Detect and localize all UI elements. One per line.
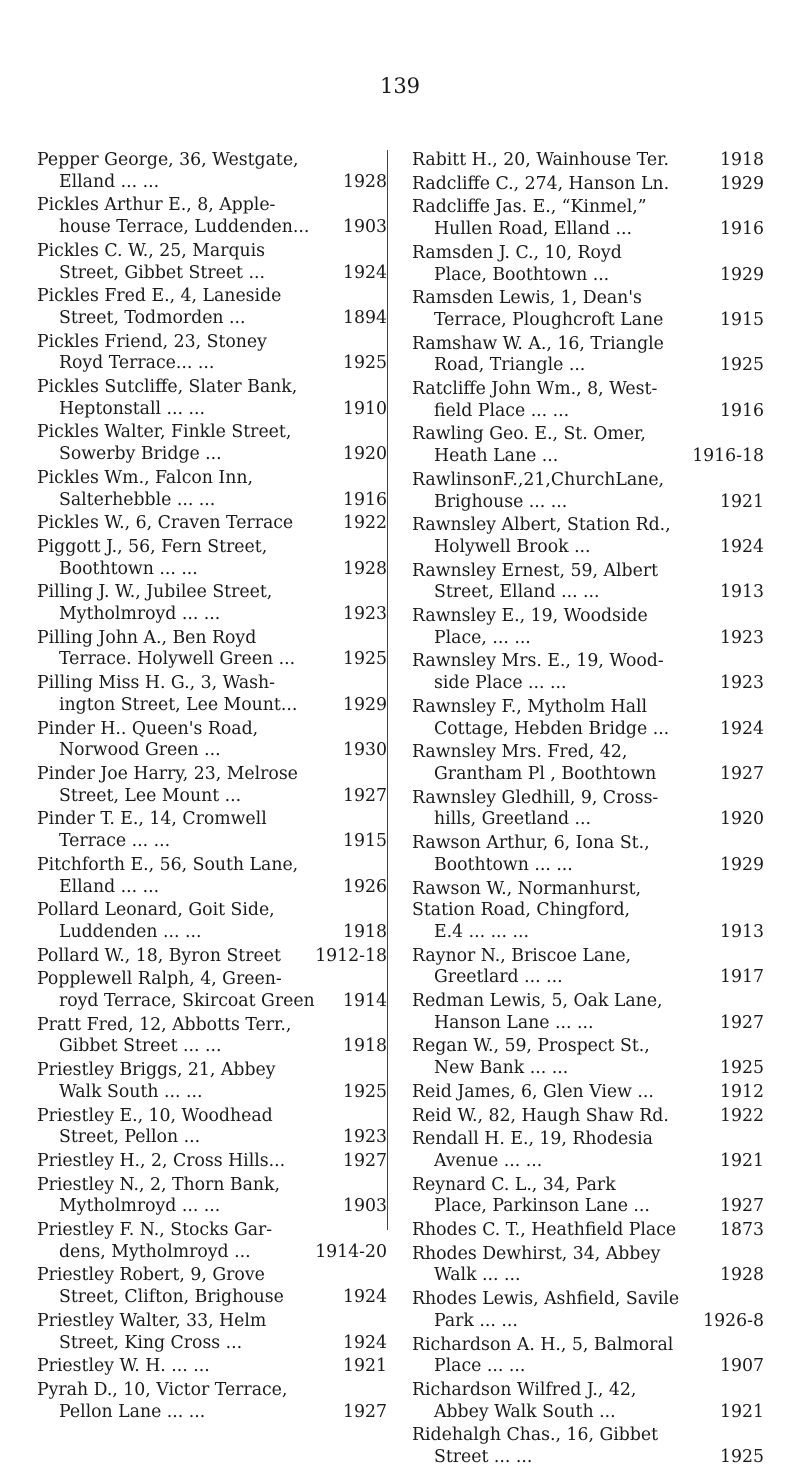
entry-year: 1925	[720, 355, 764, 376]
entry-line: Gibbet Street ... ...	[59, 1036, 222, 1057]
entry-year: 1927	[720, 1012, 764, 1033]
directory-entry	[37, 1311, 387, 1354]
entry-line: Rawson Arthur, 6, Iona St.,	[412, 833, 650, 854]
entry-line: Pickles Fred E., 4, Laneside	[37, 286, 282, 307]
entry-year: 1921	[720, 491, 764, 512]
entry-line: Terrace ... ...	[59, 831, 171, 852]
entry-line: Redman Lewis, 5, Oak Lane,	[412, 991, 663, 1012]
entry-line: Pilling Miss H. G., 3, Wash-	[37, 673, 275, 694]
entry-year: 1924	[343, 1332, 387, 1353]
entry-line: New Bank ... ...	[434, 1058, 569, 1079]
entry-line: Street, Clifton, Brighouse	[59, 1287, 284, 1308]
directory-entry	[37, 673, 387, 716]
directory-entry	[412, 742, 764, 785]
entry-line: Richardson Wilfred J., 42,	[412, 1379, 637, 1400]
entry-line: side Place ... ...	[434, 673, 567, 694]
entry-year: 1925	[720, 1447, 764, 1468]
entry-year: 1928	[343, 558, 387, 579]
directory-entry	[412, 424, 764, 467]
directory-entry	[412, 1175, 764, 1218]
entry-line: Royd Terrace... ...	[59, 353, 215, 374]
directory-entry	[412, 288, 764, 331]
entry-year: 1894	[343, 307, 387, 328]
entry-year: 1921	[343, 1356, 387, 1377]
directory-entry	[37, 1175, 387, 1218]
entry-line: Sowerby Bridge ...	[59, 444, 222, 465]
entry-line: Ratcliffe John Wm., 8, West-	[412, 379, 658, 400]
directory-entry	[412, 1220, 764, 1242]
entry-year: 1903	[343, 217, 387, 238]
entry-line: Piggott J., 56, Fern Street,	[37, 536, 268, 557]
entry-line: Place, Parkinson Lane ...	[434, 1196, 650, 1217]
entry-line: Park ... ...	[434, 1310, 518, 1331]
entry-year: 1923	[720, 627, 764, 648]
entry-year: 1922	[343, 513, 387, 534]
entry-line: Pilling John A., Ben Royd	[37, 627, 257, 648]
entry-year: 1928	[720, 1265, 764, 1286]
column-divider	[387, 150, 388, 1230]
entry-line: Luddenden ... ...	[59, 921, 202, 942]
entry-year: 1924	[343, 262, 387, 283]
directory-entry	[37, 241, 387, 284]
directory-entry	[412, 606, 764, 649]
directory-entry	[412, 561, 764, 604]
entry-line: Avenue ... ...	[434, 1150, 543, 1171]
entry-line: Holywell Brook ...	[434, 536, 591, 557]
entry-year: 1920	[343, 444, 387, 465]
entry-line: Place, Boothtown ...	[434, 264, 610, 285]
entry-year: 1929	[720, 264, 764, 285]
entry-line: Pinder Joe Harry, 23, Melrose	[37, 763, 298, 784]
directory-entry	[37, 582, 387, 625]
entry-line: Mytholmroyd ... ...	[59, 1196, 221, 1217]
entry-line: Pellon Lane ... ...	[59, 1401, 206, 1422]
entry-line: house Terrace, Luddenden...	[59, 217, 310, 238]
directory-entry	[37, 1220, 387, 1263]
directory-entry	[412, 788, 764, 831]
entry-year: 1912-18	[315, 945, 387, 966]
entry-year: 1926-8	[703, 1310, 764, 1331]
entry-line: Street, King Cross ...	[59, 1332, 243, 1353]
directory-entry	[37, 377, 387, 420]
directory-entry	[37, 286, 387, 329]
entry-year: 1915	[343, 831, 387, 852]
entry-line: Pratt Fred, 12, Abbotts Terr.,	[37, 1014, 292, 1035]
entry-line: Rawnsley Mrs. Fred, 42,	[412, 742, 628, 763]
entry-line: Rawnsley E., 19, Woodside	[412, 606, 648, 627]
page-number: 139	[379, 74, 421, 98]
directory-entry	[37, 150, 387, 193]
entry-line: Pickles Walter, Finkle Street,	[37, 422, 292, 443]
entry-year: 1929	[343, 694, 387, 715]
entry-line: Rabitt H., 20, Wainhouse Ter.	[412, 150, 669, 170]
directory-entry	[412, 1082, 764, 1104]
entry-line: Reynard C. L., 34, Park	[412, 1174, 616, 1195]
entry-line: Terrace. Holywell Green ...	[59, 649, 296, 670]
directory-entry	[37, 1106, 387, 1149]
entry-line: Rawnsley F., Mytholm Hall	[412, 696, 648, 717]
entry-line: Radcliffe Jas. E., “Kinmel,”	[412, 197, 647, 218]
directory-entry	[37, 422, 387, 465]
entry-line: Radcliffe C., 274, Hanson Ln.	[412, 173, 670, 194]
entry-line: Ridehalgh Chas., 16, Gibbet	[412, 1425, 659, 1446]
entry-line: hills, Greetland ...	[434, 809, 592, 830]
directory-entry	[37, 809, 387, 852]
directory-entry	[37, 969, 387, 1012]
directory-entry	[412, 1129, 764, 1172]
entry-year: 1903	[343, 1196, 387, 1217]
entry-line: Norwood Green ...	[59, 740, 221, 761]
entry-year: 1925	[343, 649, 387, 670]
entry-line: Rhodes C. T., Heathfield Place	[412, 1220, 677, 1241]
entry-line: Rawnsley Albert, Station Rd.,	[412, 515, 671, 536]
directory-entry	[412, 1036, 764, 1079]
entry-line: Boothtown ... ...	[59, 558, 198, 579]
directory-entry	[37, 764, 387, 807]
directory-entry	[37, 855, 387, 898]
directory-entry	[412, 991, 764, 1034]
entry-line: Brighouse ... ...	[434, 491, 568, 512]
entry-line: Rawnsley Ernest, 59, Albert	[412, 560, 659, 581]
entry-line: Hullen Road, Elland ...	[434, 219, 633, 240]
entry-line: Street, Pellon ...	[59, 1127, 201, 1148]
entry-line: Pilling J. W., Jubilee Street,	[37, 582, 273, 603]
entry-year: 1910	[343, 398, 387, 419]
entry-year: 1907	[720, 1356, 764, 1377]
entry-line: Terrace, Ploughcroft Lane	[434, 309, 664, 330]
directory-entry	[412, 197, 764, 240]
entry-line: royd Terrace, Skircoat Green	[59, 991, 315, 1012]
entry-line: Rhodes Dewhirst, 34, Abbey	[412, 1243, 661, 1264]
entry-line: Priestley E., 10, Woodhead	[37, 1105, 273, 1126]
entry-year: 1873	[720, 1220, 764, 1241]
entry-year: 1913	[720, 921, 764, 942]
entry-line: Hanson Lane ... ...	[434, 1012, 594, 1033]
entry-year: 1921	[720, 1401, 764, 1422]
directory-entry	[412, 1380, 764, 1423]
entry-line: Pitchforth E., 56, South Lane,	[37, 854, 299, 875]
entry-year: 1930	[343, 740, 387, 761]
entry-line: Greetlard ... ...	[434, 967, 563, 988]
directory-entry	[412, 1335, 764, 1378]
directory-entry	[37, 1265, 387, 1308]
entry-line: Road, Triangle ...	[434, 355, 586, 376]
entry-year: 1914-20	[315, 1241, 387, 1262]
entry-year: 1916	[720, 400, 764, 421]
entry-line: Popplewell Ralph, 4, Green-	[37, 969, 282, 990]
entry-line: Grantham Pl , Boothtown	[434, 763, 657, 784]
entry-line: Pickles Sutcliffe, Slater Bank,	[37, 377, 298, 398]
entry-year: 1927	[720, 1196, 764, 1217]
entry-line: Pickles C. W., 25, Marquis	[37, 240, 266, 261]
entry-year: 1918	[343, 1036, 387, 1057]
directory-entry	[412, 879, 764, 944]
directory-entry	[37, 1015, 387, 1058]
entry-line: Priestley N., 2, Thorn Bank,	[37, 1174, 280, 1195]
entry-line: Pickles Wm., Falcon Inn,	[37, 467, 253, 488]
entry-line: Street, Todmorden ...	[59, 307, 246, 328]
directory-entry	[412, 833, 764, 876]
directory-entry	[37, 537, 387, 580]
entry-line: Street, Gibbet Street ...	[59, 262, 265, 283]
entry-line: Elland ... ...	[59, 876, 160, 897]
entry-line: Rawnsley Mrs. E., 19, Wood-	[412, 651, 664, 672]
entry-year: 1929	[720, 854, 764, 875]
entry-line: Priestley Briggs, 21, Abbey	[37, 1060, 276, 1081]
entry-year: 1924	[343, 1287, 387, 1308]
entry-line: Elland ... ...	[59, 171, 160, 192]
entry-year: 1924	[720, 536, 764, 557]
entry-year: 1916	[720, 219, 764, 240]
directory-entry	[412, 379, 764, 422]
entry-line: Reid James, 6, Glen View ...	[412, 1081, 654, 1102]
entry-year: 1918	[720, 150, 764, 170]
entry-year: 1925	[343, 1081, 387, 1102]
entry-line: dens, Mytholmroyd ...	[59, 1241, 251, 1262]
entry-year: 1923	[343, 1127, 387, 1148]
entry-year: 1927	[343, 1150, 387, 1171]
directory-entry	[412, 470, 764, 513]
entry-line: Priestley F. N., Stocks Gar-	[37, 1220, 273, 1241]
directory-entry	[412, 1244, 764, 1287]
entry-line: Place ... ...	[434, 1356, 526, 1377]
entry-line: Street ... ...	[434, 1447, 533, 1468]
directory-entry	[412, 946, 764, 989]
directory-entry	[37, 1060, 387, 1103]
directory-entry	[412, 1289, 764, 1332]
directory-entry	[412, 515, 764, 558]
entry-year: 1918	[343, 921, 387, 942]
entry-year: 1912	[720, 1081, 764, 1102]
directory-entry	[412, 651, 764, 694]
entry-line: Regan W., 59, Prospect St.,	[412, 1036, 650, 1057]
entry-year: 1923	[343, 604, 387, 625]
entry-year: 1916-18	[692, 446, 764, 467]
entry-line: Pickles W., 6, Craven Terrace	[37, 513, 294, 534]
entry-year: 1923	[720, 673, 764, 694]
entry-line: field Place ... ...	[434, 400, 570, 421]
entry-line: Ramsden J. C., 10, Royd	[412, 242, 622, 263]
left-column	[37, 150, 387, 1425]
entry-line: Pinder H.. Queen's Road,	[37, 718, 259, 739]
entry-line: ington Street, Lee Mount...	[59, 694, 298, 715]
entry-line: Ramsden Lewis, 1, Dean's	[412, 288, 642, 309]
entry-line: Heath Lane ...	[434, 446, 559, 467]
right-column	[412, 150, 764, 1471]
directory-entry	[37, 1380, 387, 1423]
entry-line: Reid W., 82, Haugh Shaw Rd.	[412, 1105, 669, 1126]
entry-line: Salterhebble ... ...	[59, 489, 216, 510]
entry-line: Rawnsley Gledhill, 9, Cross-	[412, 787, 659, 808]
entry-year: 1920	[720, 809, 764, 830]
directory-entry	[412, 1106, 764, 1128]
directory-entry	[412, 150, 764, 172]
entry-line: Pyrah D., 10, Victor Terrace,	[37, 1379, 288, 1400]
entry-year: 1922	[720, 1105, 764, 1126]
entry-line: Place, ... ...	[434, 627, 531, 648]
entry-line: Priestley Robert, 9, Grove	[37, 1265, 265, 1286]
entry-line: Mytholmroyd ... ...	[59, 604, 221, 625]
entry-year: 1924	[720, 718, 764, 739]
directory-entry	[37, 719, 387, 762]
directory-entry	[412, 174, 764, 196]
directory-entry	[37, 195, 387, 238]
entry-line: Pickles Friend, 23, Stoney	[37, 331, 267, 352]
entry-line: Pollard W., 18, Byron Street	[37, 945, 281, 966]
entry-year: 1928	[343, 171, 387, 192]
entry-year: 1914	[343, 991, 387, 1012]
entry-line: Priestley Walter, 33, Helm	[37, 1310, 267, 1331]
entry-line: Cottage, Hebden Bridge ...	[434, 718, 670, 739]
entry-line: RawlinsonF.,21,ChurchLane,	[412, 469, 665, 490]
entry-year: 1926	[343, 876, 387, 897]
entry-year: 1925	[343, 353, 387, 374]
entry-line: Boothtown ... ...	[434, 854, 573, 875]
entry-line: Pepper George, 36, Westgate,	[37, 150, 299, 170]
entry-year: 1927	[343, 1401, 387, 1422]
entry-line: Pickles Arthur E., 8, Apple-	[37, 195, 276, 216]
directory-entry	[37, 1356, 387, 1378]
directory-entry	[412, 697, 764, 740]
entry-line: Priestley W. H. ... ...	[37, 1356, 210, 1377]
entry-line: Rhodes Lewis, Ashfield, Savile	[412, 1289, 680, 1310]
entry-year: 1927	[343, 785, 387, 806]
entry-line: Rendall H. E., 19, Rhodesia	[412, 1129, 653, 1150]
entry-line: Walk ... ...	[434, 1265, 521, 1286]
entry-line: E.4 ... ... ...	[434, 921, 530, 942]
entry-year: 1929	[720, 173, 764, 194]
entry-line: Raynor N., Briscoe Lane,	[412, 945, 632, 966]
directory-entry	[37, 900, 387, 943]
entry-line: Rawling Geo. E., St. Omer,	[412, 424, 646, 445]
entry-year: 1925	[720, 1058, 764, 1079]
entry-line: Heptonstall ... ...	[59, 398, 205, 419]
entry-year: 1921	[720, 1150, 764, 1171]
entry-line: Ramshaw W. A., 16, Triangle	[412, 333, 664, 354]
entry-year: 1917	[720, 967, 764, 988]
directory-entry	[37, 946, 387, 968]
directory-entry	[37, 1151, 387, 1173]
entry-line: Station Road, Chingford,	[412, 900, 631, 921]
entry-year: 1915	[720, 309, 764, 330]
directory-entry	[37, 468, 387, 511]
entry-line: Walk South ... ...	[59, 1081, 203, 1102]
entry-line: Richardson A. H., 5, Balmoral	[412, 1334, 674, 1355]
directory-entry	[37, 332, 387, 375]
entry-line: Street, Lee Mount ...	[59, 785, 242, 806]
entry-line: Pollard Leonard, Goit Side,	[37, 900, 275, 921]
entry-line: Abbey Walk South ...	[434, 1401, 616, 1422]
directory-entry	[37, 513, 387, 535]
directory-entry	[412, 334, 764, 377]
directory-entry	[37, 628, 387, 671]
entry-line: Pinder T. E., 14, Cromwell	[37, 809, 267, 830]
directory-entry	[412, 1425, 764, 1468]
entry-year: 1916	[343, 489, 387, 510]
entry-line: Priestley H., 2, Cross Hills...	[37, 1150, 286, 1171]
directory-entry	[412, 243, 764, 286]
entry-line: Street, Elland ... ...	[434, 582, 600, 603]
entry-year: 1927	[720, 763, 764, 784]
entry-line: Rawson W., Normanhurst,	[412, 878, 642, 899]
entry-year: 1913	[720, 582, 764, 603]
